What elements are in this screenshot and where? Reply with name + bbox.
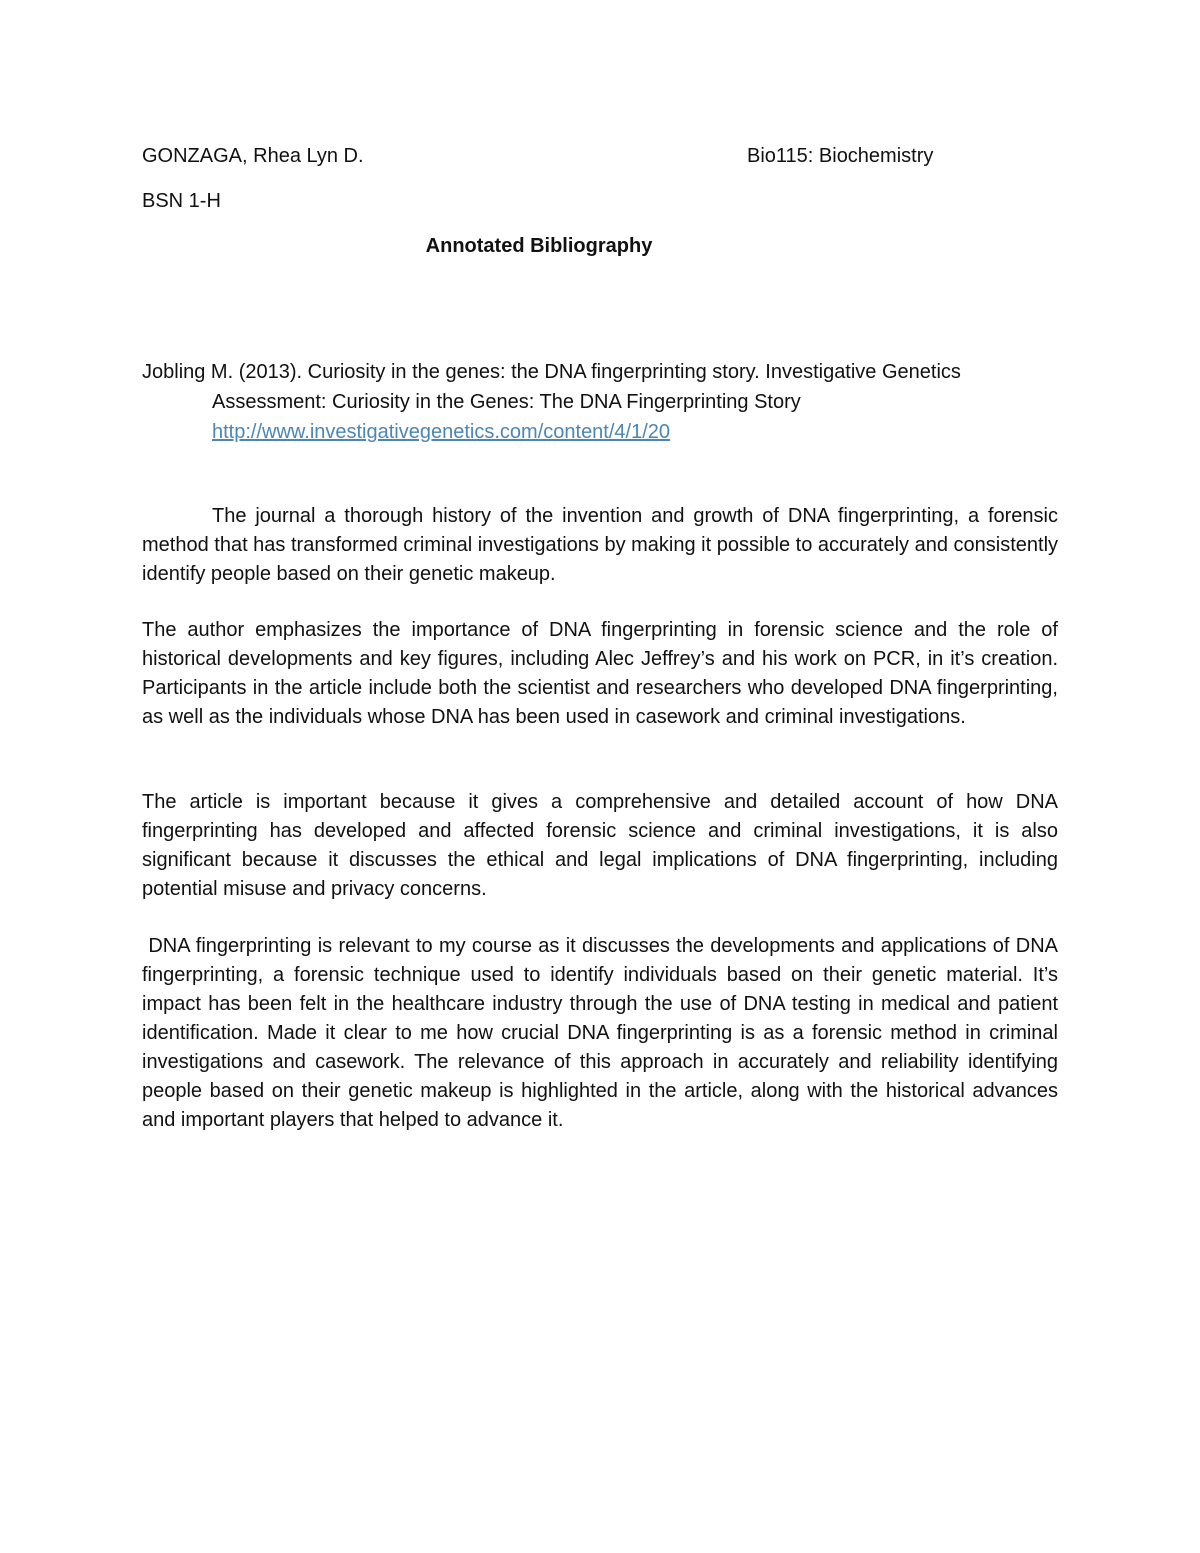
student-name: GONZAGA, Rhea Lyn D. (142, 145, 364, 167)
author-emphasis-paragraph: The author emphasizes the importance of DNA fingerprinting in forensic science and the role of historical developments and key figures, including Alec Jeffrey’s and his work on PCR, in it’s creation. Participants in the article include both the scientist and researchers who developed DNA fingerprinting, as well as the individuals whose DNA has been used in casework and criminal investigations. (142, 619, 1058, 728)
citation-link[interactable]: http://www.investigativegenetics.com/content/4/1/20 (212, 421, 671, 443)
citation-assessment: Assessment: Curiosity in the Genes: The DNA Fingerprinting Story (212, 391, 801, 413)
summary-paragraph: The journal a thorough history of the invention and growth of DNA fingerprinting, a forensic method that has transformed criminal investigations by making it possible to accurately and consistently identify people based on their genetic makeup. (142, 505, 1059, 585)
course-name: Bio115: Biochemistry (747, 145, 934, 167)
citation-reference: Jobling M. (2013). Curiosity in the genes: the DNA fingerprinting story. Investigative Genetics (142, 361, 961, 383)
relevance-paragraph: DNA fingerprinting is relevant to my course as it discusses the developments and applications of DNA fingerprinting, a forensic technique used to identify individuals based on their genetic material. It’s impact has been felt in the healthcare industry through the use of DNA testing in medical and patient identification. Made it clear to me how crucial DNA fingerprinting is as a forensic method in criminal investigations and casework. The relevance of this approach in accurately and reliability identifying people based on their genetic makeup is highlighted in the article, along with the historical advances and important players that helped to advance it. (142, 935, 1064, 1131)
section-label: BSN 1-H (142, 190, 221, 212)
importance-paragraph: The article is important because it gives a comprehensive and detailed account of how DNA fingerprinting has developed and affected forensic science and criminal investigations, it is also significant because it discusses the ethical and legal implications of DNA fingerprinting, including potential misuse and privacy concerns. (142, 791, 1058, 900)
document-title: Annotated Bibliography (425, 235, 653, 257)
citation-link-line (142, 417, 1060, 447)
citation-entry (142, 357, 1060, 447)
